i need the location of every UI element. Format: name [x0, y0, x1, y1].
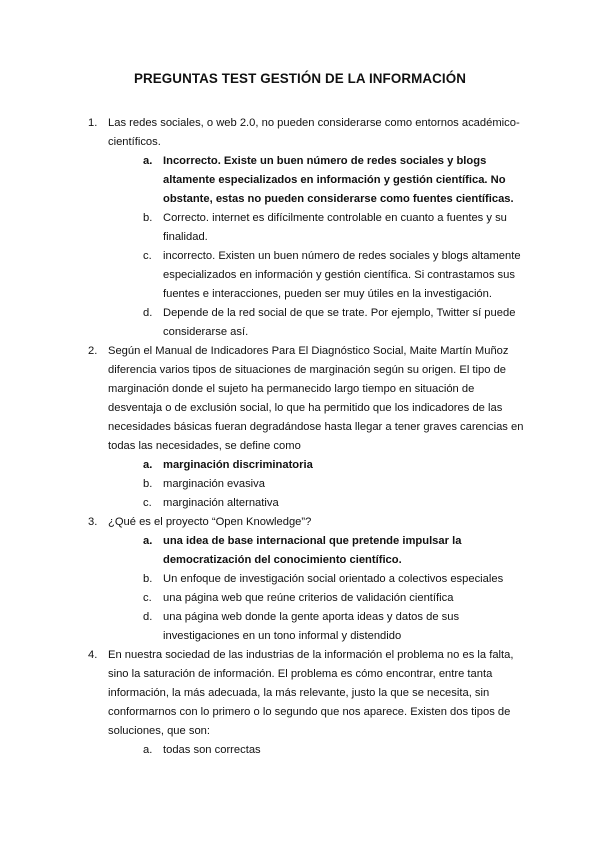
answer-text: una idea de base internacional que pretende impulsar la democratización del conocimiento científico.	[163, 535, 462, 566]
question-number: 2.	[88, 345, 98, 357]
answer-text: Correcto. internet es difícilmente controlable en cuanto a fuentes y su finalidad.	[163, 212, 507, 243]
question-text: ¿Qué es el proyecto “Open Knowledge”?	[108, 516, 312, 528]
answer-text: Depende de la red social de que se trate. Por ejemplo, Twitter sí puede considerarse así.	[163, 307, 516, 338]
answer-letter: c.	[143, 497, 152, 509]
question-number: 3.	[88, 516, 98, 528]
answer-text: marginación discriminatoria	[163, 459, 313, 471]
question-text: Según el Manual de Indicadores Para El Diagnóstico Social, Maite Martín Muñoz diferencia varios tipos de situaciones de marginación según su origen. El tipo de marginación donde el sujeto ha permanecido largo tiempo en situación de desventaja o de exclusión social, lo que ha permitido que los indicadores de las necesidades básicas fueran degradándose hasta llegar a tener graves carencias en todas las necesidades, se define como	[108, 345, 524, 452]
answer-text: una página web donde la gente aporta ideas y datos de sus investigaciones en un tono informal y distendido	[163, 611, 460, 642]
answer-letter: d.	[143, 611, 153, 623]
question-4	[88, 646, 528, 760]
answer-text: marginación alternativa	[163, 497, 279, 509]
answer-option-correct	[143, 456, 528, 475]
answer-letter: a.	[143, 459, 153, 471]
answer-letter: a.	[143, 155, 153, 167]
answer-letter: a.	[143, 535, 153, 547]
question-list	[88, 114, 528, 760]
question-number: 1.	[88, 117, 98, 129]
page-title: PREGUNTAS TEST GESTIÓN DE LA INFORMACIÓN	[133, 71, 467, 86]
answer-option	[143, 304, 528, 342]
answer-list	[88, 532, 528, 646]
answer-letter: b.	[143, 573, 153, 585]
answer-letter: b.	[143, 212, 153, 224]
answer-letter: d.	[143, 307, 153, 319]
answer-option	[143, 494, 528, 513]
answer-option	[143, 608, 528, 646]
answer-text: Incorrecto. Existe un buen número de redes sociales y blogs altamente especializados en información y gestión científica. No obstante, estas no pueden considerarse como fuentes científicas.	[163, 155, 514, 205]
answer-option	[143, 247, 528, 304]
answer-option	[143, 570, 528, 589]
answer-letter: c.	[143, 250, 152, 262]
question-1	[88, 114, 528, 342]
answer-option	[143, 589, 528, 608]
question-2	[88, 342, 528, 513]
question-number: 4.	[88, 649, 98, 661]
answer-letter: a.	[143, 744, 153, 756]
answer-text: incorrecto. Existen un buen número de redes sociales y blogs altamente especializados en información y gestión científica. Si contrastamos sus fuentes e interacciones, pueden ser muy útiles en la investigación.	[163, 250, 521, 300]
answer-text: todas son correctas	[163, 744, 261, 756]
answer-list	[88, 456, 528, 513]
answer-option	[143, 475, 528, 494]
answer-option-correct	[143, 532, 528, 570]
answer-list	[88, 152, 528, 342]
answer-text: Un enfoque de investigación social orientado a colectivos especiales	[163, 573, 504, 585]
question-3	[88, 513, 528, 646]
answer-option-correct	[143, 152, 528, 209]
answer-option	[143, 209, 528, 247]
answer-list	[88, 741, 528, 760]
answer-text: marginación evasiva	[163, 478, 265, 490]
question-text: Las redes sociales, o web 2.0, no pueden considerarse como entornos académico-científicos.	[108, 117, 520, 148]
answer-option	[143, 741, 528, 760]
answer-letter: c.	[143, 592, 152, 604]
question-text: En nuestra sociedad de las industrias de la información el problema no es la falta, sino la saturación de información. El problema es cómo encontrar, entre tanta información, la más adecuada, la más relevante, justo la que se necesita, sin conformarnos con lo primero o lo segundo que nos aparece. Existen dos tipos de soluciones, que son:	[108, 649, 514, 737]
answer-text: una página web que reúne criterios de validación científica	[163, 592, 454, 604]
answer-letter: b.	[143, 478, 153, 490]
